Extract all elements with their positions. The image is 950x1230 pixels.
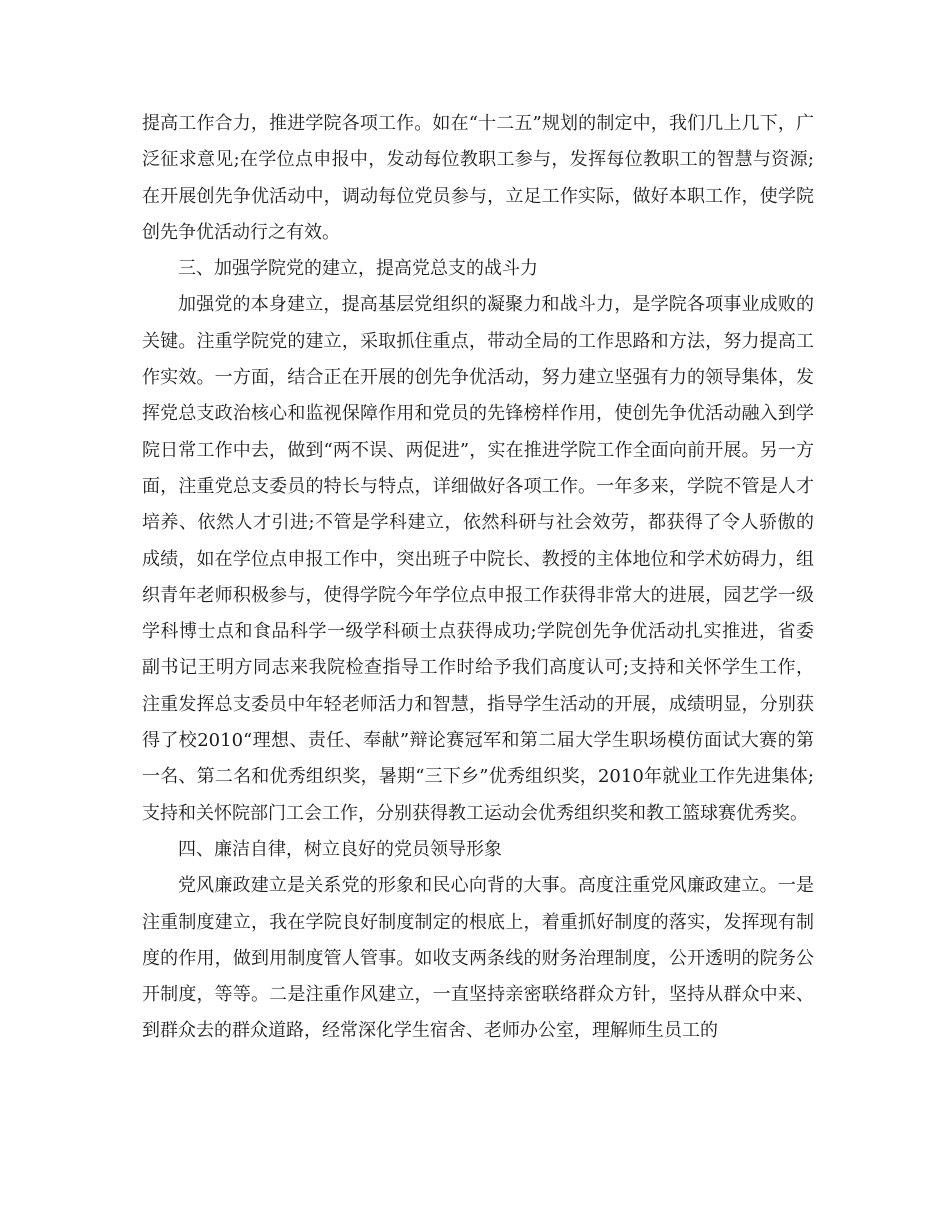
paragraph-integrity: 党风廉政建立是关系党的形象和民心向背的大事。高度注重党风廉政建立。一是注重制度建立，我在学院良好制度制定的根底上，着重抓好制度的落实，发挥现有制度的作用，做到用制度管人管事。如收支两条线的财务治理制度，公开透明的院务公开制度，等等。二是注重作风建立，一直坚持亲密联络群众方针，坚持从群众中来、到群众去的群众道路，经常深化学生宿舍、老师办公室，理解师生员工的 xyxy=(142,875,814,1042)
section-heading-4: 四、廉洁自律，树立良好的党员领导形象 xyxy=(178,838,502,860)
section-heading-3: 三、加强学院党的建立，提高党总支的战斗力 xyxy=(178,258,538,280)
paragraph-party-building: 加强党的本身建立，提高基层党组织的凝聚力和战斗力，是学院各项事业成败的关键。注重学院党的建立，采取抓住重点，带动全局的工作思路和方法，努力提高工作实效。一方面，结合正在开展的创先争优活动，努力建立坚强有力的领导集体，发挥党总支政治核心和监视保障作用和党员的先锋榜样作用，使创先争优活动融入到学院日常工作中去，做到“两不误、两促进”，实在推进学院工作全面向前开展。另一方面，注重党总支委员的特长与特点，详细做好各项工作。一年多来，学院不管是人才培养、依然人才引进;不管是学科建立，依然科研与社会效劳，都获得了令人骄傲的成绩，如在学位点申报工作中，突出班子中院长、教授的主体地位和学术妨碍力，组织青年老师积极参与，使得学院今年学位点申报工作获得非常大的进展，园艺学一级学科博士点和食品科学一级学科硕士点获得成功;学院创先争优活动扎实推进，省委副书记王明方同志来我院检查指导工作时给予我们高度认可;支持和关怀学生工作，注重发挥总支委员中年轻老师活力和智慧，指导学生活动的开展，成绩明显，分别获得了校2010“理想、责任、奉献”辩论赛冠军和第二届大学生职场模仿面试大赛的第一名、第二名和优秀组织奖，暑期“三下乡”优秀组织奖，2010年就业工作先进集体;支持和关怀院部门工会工作，分别获得教工运动会优秀组织奖和教工篮球赛优秀奖。 xyxy=(142,294,814,824)
paragraph-continuation: 提高工作合力，推进学院各项工作。如在“十二五”规划的制定中，我们几上几下，广泛征求意见;在学位点申报中，发动每位教职工参与，发挥每位教职工的智慧与资源;在开展创先争优活动中，调动每位党员参与，立足工作实际，做好本职工作，使学院创先争优活动行之有效。 xyxy=(142,113,814,243)
document-page xyxy=(142,106,814,1050)
